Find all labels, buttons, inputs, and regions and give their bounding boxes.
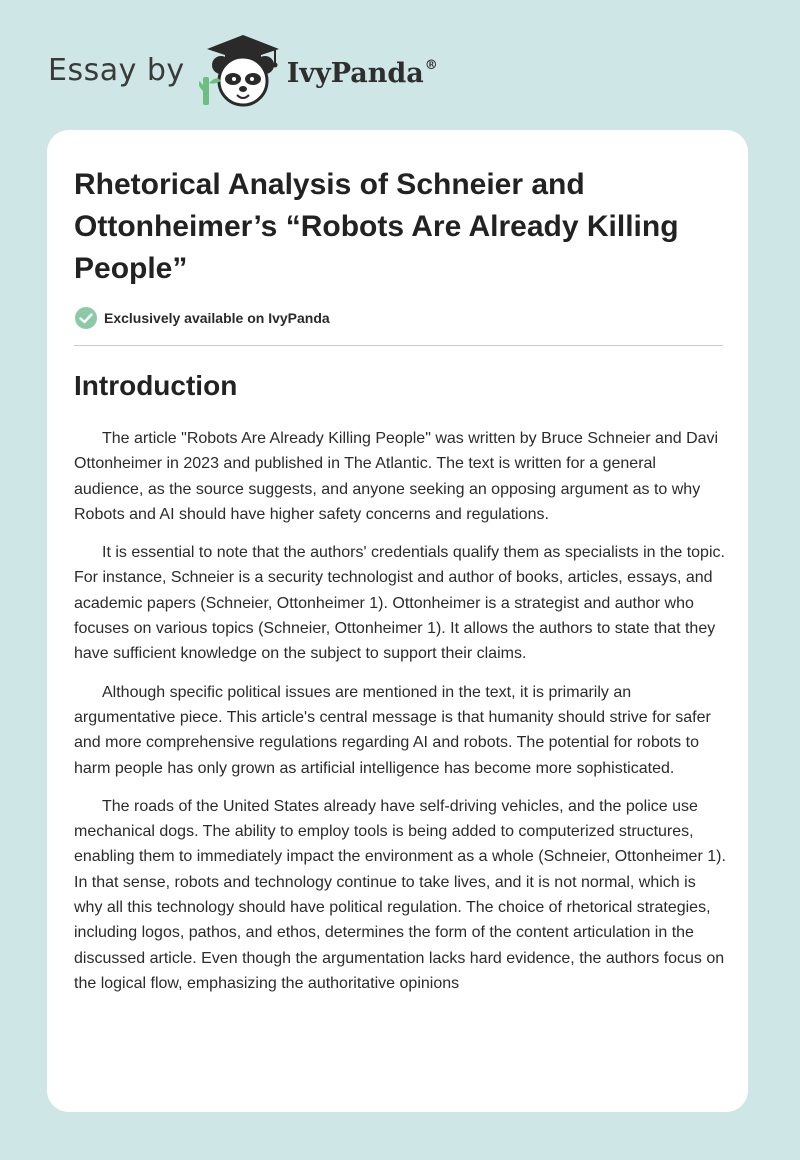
divider: [74, 345, 723, 346]
site-header: [48, 30, 438, 110]
article-body: [74, 426, 726, 1009]
section-heading: Introduction: [74, 370, 238, 401]
paragraph: It is essential to note that the authors' credentials qualify them as specialists in the topic. For instance, Schneier is a security technologist and author of books, articles, essays, and academic papers (Schneier, Ottonheimer 1). Ottonheimer is a strategist and author who focuses on various topics (Schneier, Ottonheimer 1). It allows the authors to state that they have sufficient knowledge on the subject to support their claims.: [74, 544, 725, 663]
brand-name[interactable]: IvyPanda®: [286, 57, 438, 89]
panda-logo-icon[interactable]: [199, 31, 283, 109]
paragraph: Although specific political issues are mentioned in the text, it is primarily an argumentative piece. This article's central message is that humanity should strive for safer and more comprehensive regulations regarding AI and robots. The potential for robots to harm people has only grown as artificial intelligence has become more sophisticated.: [74, 683, 711, 777]
article-card: [47, 130, 748, 1112]
essay-by-label: Essay by: [48, 52, 185, 88]
card-bottom-fade: [47, 1052, 748, 1112]
registered-mark: ®: [424, 57, 438, 73]
exclusive-badge: [74, 306, 330, 330]
article-title: Rhetorical Analysis of Schneier and Ottonheimer’s “Robots Are Already Killing People”: [74, 168, 679, 285]
paragraph: The roads of the United States already have self-driving vehicles, and the police use mechanical dogs. The ability to employ tools is being added to computerized structures, enabling them to immediately impact the environment as a whole (Schneier, Ottonheimer 1). In that sense, robots and technology continue to take lives, and it is not normal, which is why all this technology should have political regulation. The choice of rhetorical strategies, including logos, pathos, and ethos, determines the form of the content articulation in the discussed article. Even though the argumentation lacks hard evidence, the authors focus on the logical flow, emphasizing the authoritative opinions: [74, 797, 726, 992]
check-circle-icon: [74, 306, 98, 330]
paragraph: The article "Robots Are Already Killing People" was written by Bruce Schneier and Davi Ottonheimer in 2023 and published in The Atlantic. The text is written for a general audience, as the source suggests, and anyone seeking an opposing argument as to why Robots and AI should have higher safety concerns and regulations.: [74, 430, 719, 523]
badge-label: Exclusively available on IvyPanda: [104, 310, 330, 326]
